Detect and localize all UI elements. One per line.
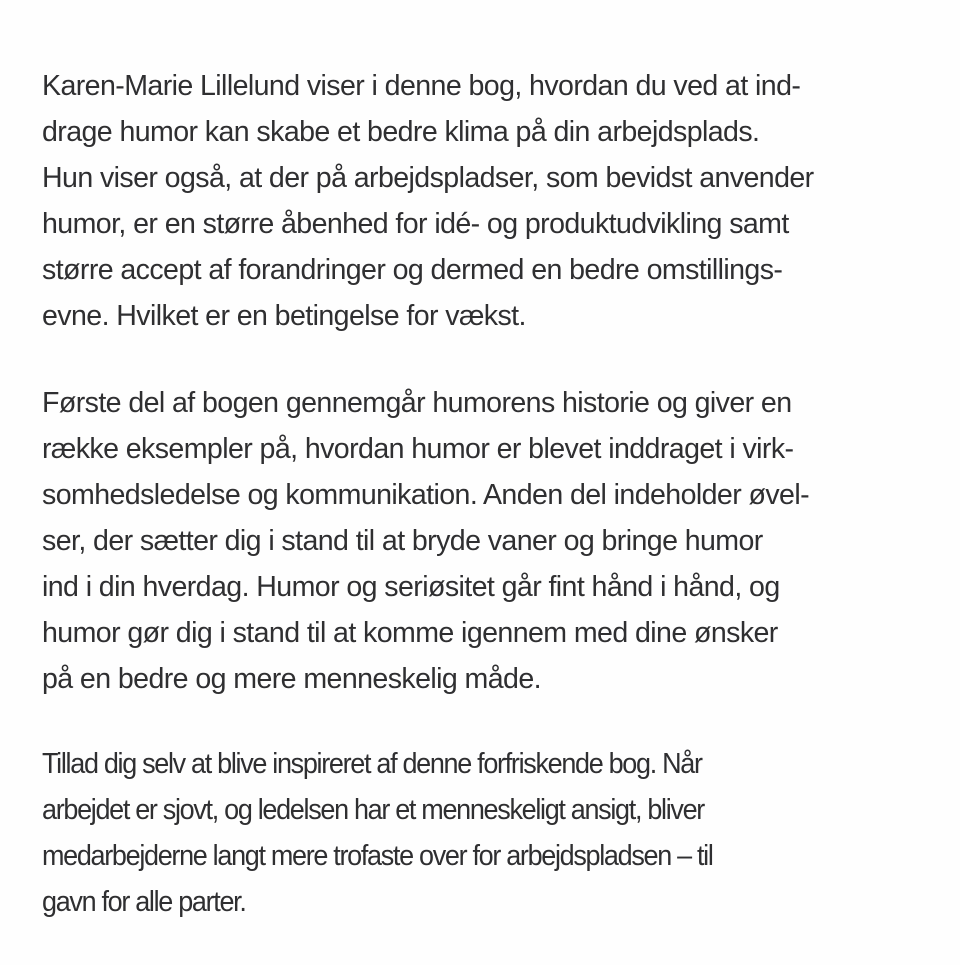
text-line: ser, der sætter dig i stand til at bryde vaner og bringe humor — [42, 525, 763, 557]
text-line: Første del af bogen gennemgår humorens historie og giver en — [42, 387, 792, 419]
text-line: Karen-Marie Lillelund viser i denne bog, hvordan du ved at ind- — [42, 70, 801, 102]
paragraph-2 — [42, 380, 942, 702]
text-line: drage humor kan skabe et bedre klima på din arbejdsplads. — [42, 116, 760, 148]
text-line: evne. Hvilket er en betingelse for vækst. — [42, 300, 526, 332]
text-line: på en bedre og mere menneskelig måde. — [42, 663, 541, 695]
text-line: Tillad dig selv at blive inspireret af denne forfriskende bog. Når — [42, 748, 702, 780]
text-line: større accept af forandringer og dermed en bedre omstillings- — [42, 254, 783, 286]
text-line: række eksempler på, hvordan humor er blevet inddraget i virk- — [42, 433, 794, 465]
text-line: humor, er en større åbenhed for idé- og produktudvikling samt — [42, 208, 789, 240]
text-line: medarbejderne langt mere trofaste over for arbejdspladsen – til — [42, 840, 713, 872]
text-line: arbejdet er sjovt, og ledelsen har et menneskeligt ansigt, bliver — [42, 794, 704, 826]
text-line: somhedsledelse og kommunikation. Anden del indeholder øvel- — [42, 479, 810, 511]
text-line: ind i din hverdag. Humor og seriøsitet går fint hånd i hånd, og — [42, 571, 780, 603]
paragraph-1 — [42, 63, 942, 339]
text-line: Hun viser også, at der på arbejdspladser, som bevidst anvender — [42, 162, 814, 194]
text-line: gavn for alle parter. — [42, 886, 246, 918]
paragraph-3 — [42, 741, 879, 925]
text-line: humor gør dig i stand til at komme igennem med dine ønsker — [42, 617, 778, 649]
